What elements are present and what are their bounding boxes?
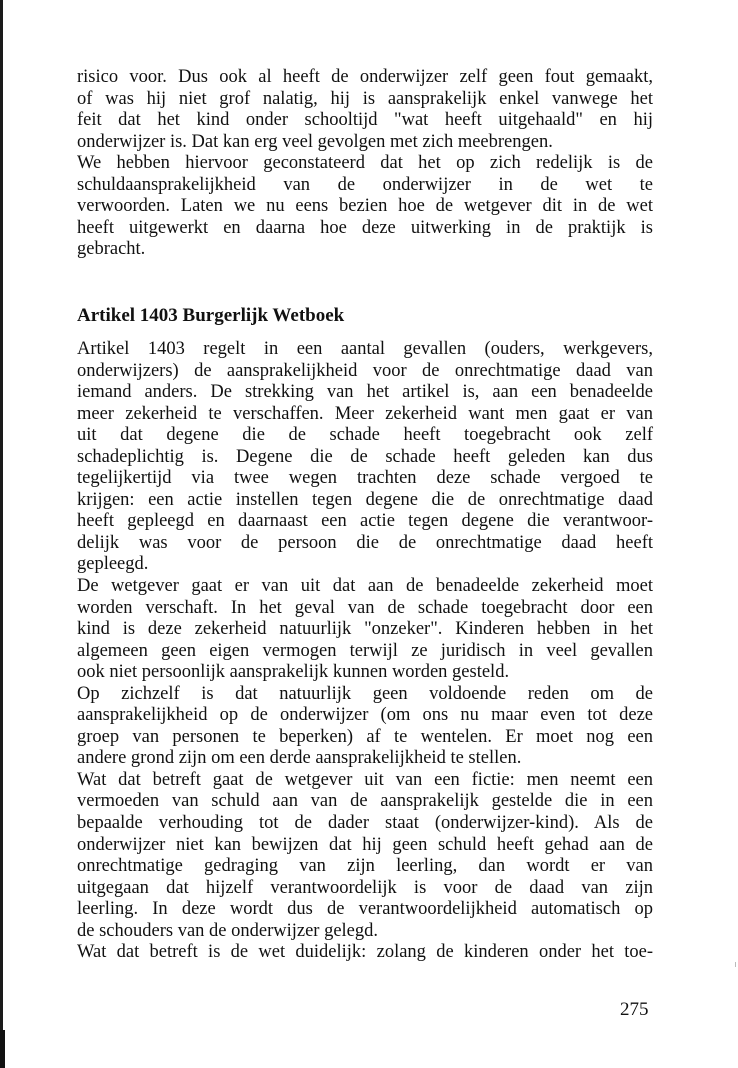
text-line: Op zichzelf is dat natuurlijk geen voldoende reden om de: [77, 683, 653, 704]
text-line: onderwijzer niet kan bewijzen dat hij geen schuld heeft gehad aan de: [77, 834, 653, 855]
text-line: worden verschaft. In het geval van de schade toegebracht door een: [77, 597, 653, 618]
text-line: uitgegaan dat hijzelf verantwoordelijk is voor de daad van zijn: [77, 877, 653, 898]
text-line: leerling. In deze wordt dus de verantwoordelijkheid automatisch op: [77, 899, 653, 920]
text-line: verwoorden. Laten we nu eens bezien hoe de wetgever dit in de wet: [77, 196, 653, 217]
text-line: krijgen: een actie instellen tegen degene die de onrechtmatige daad: [77, 489, 653, 510]
text-line: aansprakelijkheid op de onderwijzer (om ons nu maar even tot deze: [77, 705, 653, 726]
text-line: gebracht.: [77, 239, 146, 260]
text-line: We hebben hiervoor geconstateerd dat het op zich redelijk is de: [77, 153, 653, 174]
scan-edge-bottom: [0, 1030, 5, 1068]
text-line: onderwijzers) de aansprakelijkheid voor de onrechtmatige daad van: [77, 360, 653, 381]
text-line: iemand anders. De strekking van het artikel is, aan een benadeelde: [77, 382, 653, 403]
text-line: ook niet persoonlijk aansprakelijk kunnen worden gesteld.: [77, 662, 510, 683]
text-line: feit dat het kind onder schooltijd "wat heeft uitgehaald" en hij: [77, 110, 653, 131]
text-line: onrechtmatige gedraging van zijn leerling, dan wordt er van: [77, 856, 653, 877]
text-line: of was hij niet grof nalatig, hij is aansprakelijk enkel vanwege het: [77, 88, 653, 109]
text-line: onderwijzer is. Dat kan erg veel gevolgen met zich meebrengen.: [77, 131, 553, 152]
text-line: de schouders van de onderwijzer gelegd.: [77, 920, 379, 941]
text-line: algemeen geen eigen vermogen terwijl ze juridisch in veel gevallen: [77, 640, 653, 661]
text-line: Artikel 1403 regelt in een aantal gevallen (ouders, werkgevers,: [77, 339, 653, 359]
page-number: 275: [620, 999, 649, 1020]
scan-edge: [0, 0, 3, 1068]
text-line: gepleegd.: [77, 554, 149, 575]
text-line: kind is deze zekerheid natuurlijk "onzeker". Kinderen hebben in het: [77, 619, 653, 640]
text-line: bepaalde verhouding tot de dader staat (onderwijzer-kind). Als de: [77, 813, 653, 834]
text-line: meer zekerheid te verschaffen. Meer zekerheid want men gaat er van: [77, 403, 653, 424]
text-line: risico voor. Dus ook al heeft de onderwijzer zelf geen fout gemaakt,: [77, 67, 653, 87]
text-line: vermoeden van schuld aan van de aansprakelijk gestelde die in een: [77, 791, 653, 812]
text-line: groep van personen te beperken) af te wentelen. Er moet nog een: [77, 726, 653, 747]
text-line: schuldaansprakelijkheid van de onderwijzer in de wet te: [77, 174, 653, 195]
text-line: Wat dat betreft gaat de wetgever uit van een fictie: men neemt een: [77, 769, 653, 790]
text-line: tegelijkertijd via twee wegen trachten deze schade vergoed te: [77, 468, 653, 489]
paragraph-intro: [77, 67, 653, 261]
scan-speck: [735, 962, 736, 967]
text-line: uit dat degene die de schade heeft toegebracht ook zelf: [77, 425, 653, 446]
text-line: heeft uitgewerkt en daarna hoe deze uitwerking in de praktijk is: [77, 217, 653, 238]
text-line: De wetgever gaat er van uit dat aan de benadeelde zekerheid moet: [77, 576, 653, 597]
paragraph-section: [77, 339, 653, 964]
text-line: schadeplichtig is. Degene die de schade heeft geleden kan dus: [77, 446, 653, 467]
text-line: heeft gepleegd en daarnaast een actie tegen degene die verantwoor-: [77, 511, 653, 532]
section-heading: Artikel 1403 Burgerlijk Wetboek: [77, 305, 345, 326]
text-line: Wat dat betreft is de wet duidelijk: zolang de kinderen onder het toe-: [77, 942, 653, 963]
text-line: andere grond zijn om een derde aansprakelijkheid te stellen.: [77, 748, 522, 769]
text-line: delijk was voor de persoon die de onrechtmatige daad heeft: [77, 532, 653, 553]
